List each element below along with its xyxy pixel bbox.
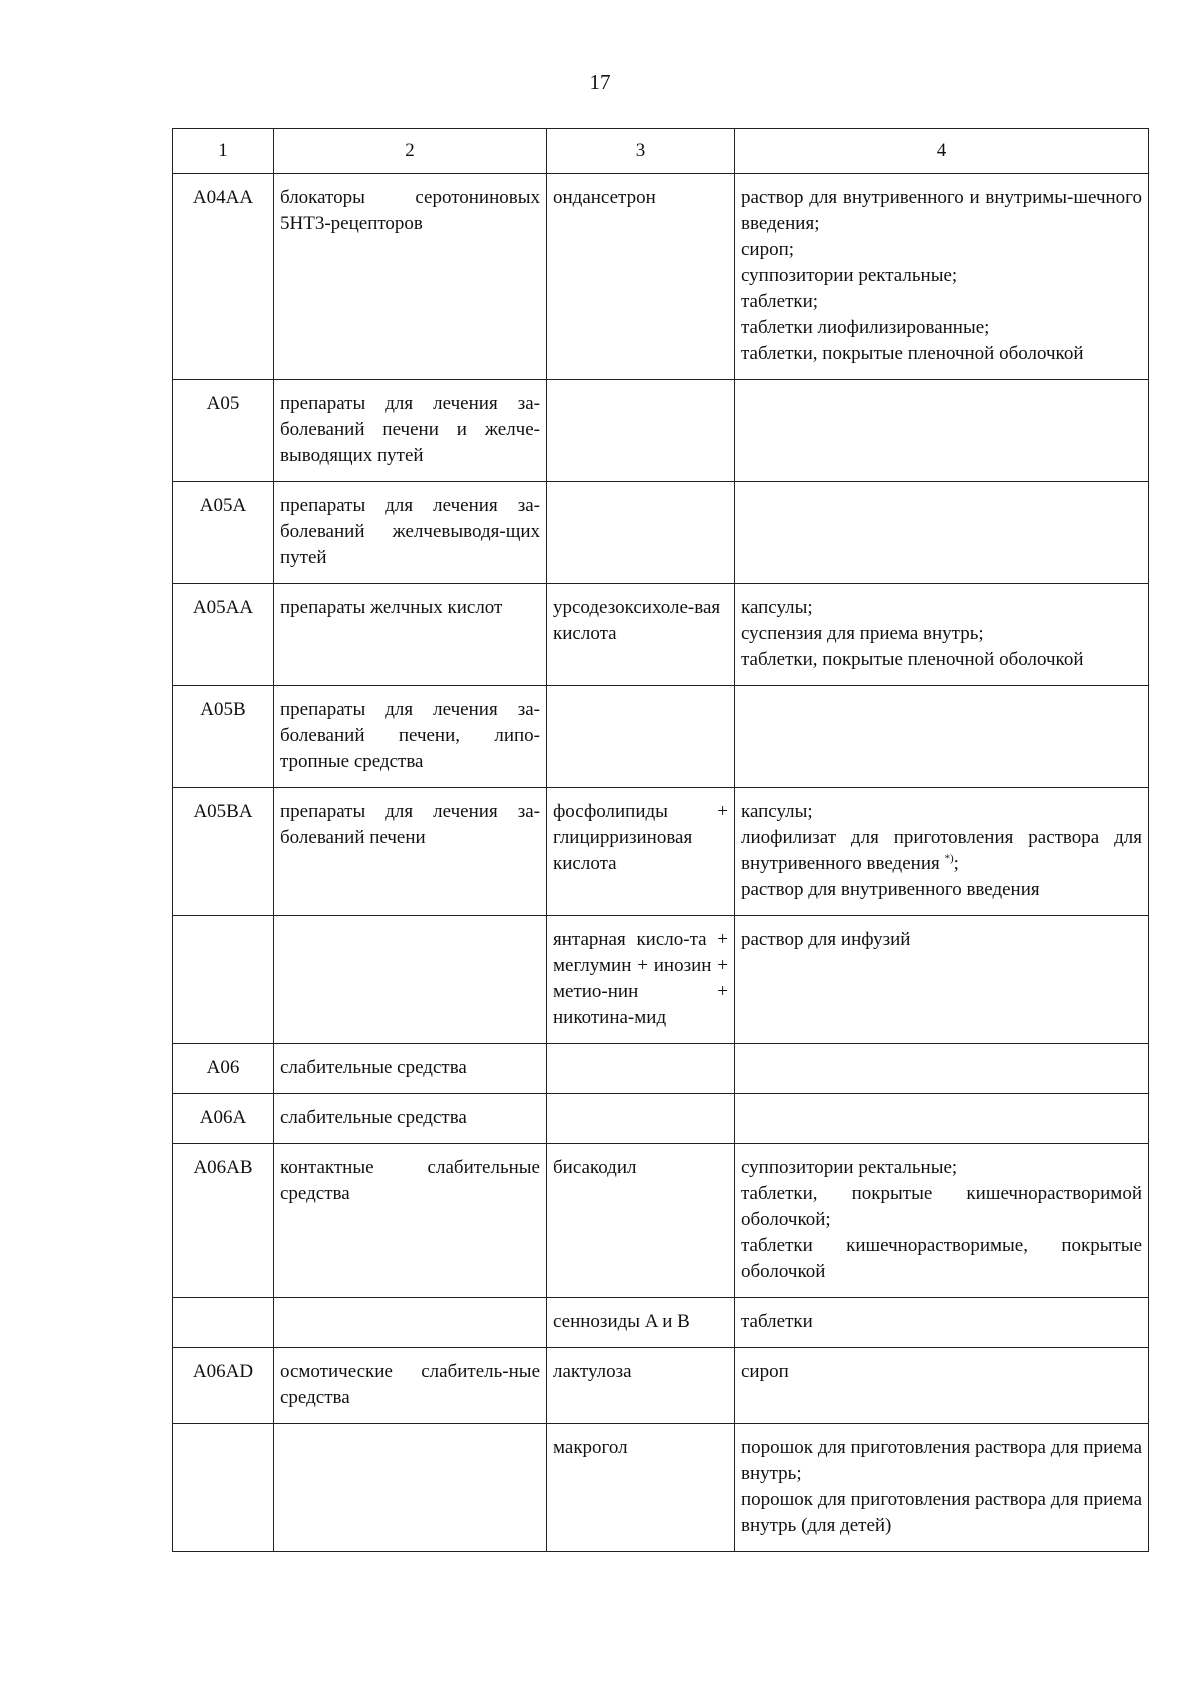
drug-cell: урсодезоксихоле-вая кислота [547, 584, 735, 686]
dosage-form-cell [735, 380, 1149, 482]
dosage-form-line: сироп; [741, 239, 795, 260]
column-header-4: 4 [735, 129, 1149, 174]
dosage-form-line: таблетки, покрытые кишечнорастворимой оболочкой; [741, 1183, 1142, 1230]
dosage-form-line: таблетки лиофилизированные; [741, 317, 990, 338]
dosage-form-line: капсулы; [741, 801, 813, 822]
table-row [173, 1094, 1149, 1144]
table-row [173, 1348, 1149, 1424]
dosage-form-line: суспензия для приема внутрь; [741, 623, 984, 644]
table-body [173, 174, 1149, 1552]
atc-code-cell: A05A [173, 482, 274, 584]
dosage-form-cell [735, 788, 1149, 916]
footnote-mark: *) [944, 852, 954, 865]
drug-cell [547, 1044, 735, 1094]
dosage-form-line: таблетки [741, 1311, 813, 1332]
dosage-form-line: раствор для инфузий [741, 929, 911, 950]
atc-code-cell [173, 1298, 274, 1348]
dosage-form-cell [735, 1044, 1149, 1094]
page-number: 17 [589, 70, 611, 94]
dosage-form-line [741, 825, 1142, 877]
group-cell: блокаторы серотониновых 5НТ3-рецепторов [274, 174, 547, 380]
table-row [173, 916, 1149, 1044]
dosage-form-cell [735, 482, 1149, 584]
group-cell: препараты для лечения за-болеваний печени [274, 788, 547, 916]
column-header-3: 3 [547, 129, 735, 174]
dosage-form-line: раствор для внутривенного введения [741, 879, 1040, 900]
table-row [173, 1144, 1149, 1298]
table-row [173, 1298, 1149, 1348]
group-cell [274, 1424, 547, 1552]
column-header-1: 1 [173, 129, 274, 174]
atc-code-cell: A06 [173, 1044, 274, 1094]
group-cell: слабительные средства [274, 1094, 547, 1144]
dosage-form-suffix: ; [953, 853, 959, 874]
group-cell: слабительные средства [274, 1044, 547, 1094]
drug-table [172, 128, 1149, 1552]
dosage-form-line: порошок для приготовления раствора для приема внутрь; [741, 1437, 1142, 1484]
dosage-form-cell [735, 1348, 1149, 1424]
dosage-form-cell [735, 1144, 1149, 1298]
drug-cell [547, 686, 735, 788]
dosage-form-cell [735, 174, 1149, 380]
drug-cell [547, 482, 735, 584]
group-cell: контактные слабительные средства [274, 1144, 547, 1298]
dosage-form-line: суппозитории ректальные; [741, 265, 958, 286]
table-row [173, 1424, 1149, 1552]
drug-cell [547, 380, 735, 482]
table-row [173, 174, 1149, 380]
group-cell: препараты для лечения за-болеваний желчевыводя-щих путей [274, 482, 547, 584]
dosage-form-line: таблетки, покрытые пленочной оболочкой [741, 649, 1084, 670]
atc-code-cell: A04AA [173, 174, 274, 380]
group-cell [274, 916, 547, 1044]
dosage-form-line: таблетки кишечнорастворимые, покрытые оболочкой [741, 1235, 1142, 1282]
atc-code-cell: A05B [173, 686, 274, 788]
dosage-form-cell [735, 1094, 1149, 1144]
dosage-form-line: капсулы; [741, 597, 813, 618]
dosage-form-line: раствор для внутривенного и внутримы-шечного введения; [741, 187, 1142, 234]
dosage-form-line: таблетки; [741, 291, 819, 312]
atc-code-cell: A06AD [173, 1348, 274, 1424]
dosage-form-cell [735, 1424, 1149, 1552]
table-header-row [173, 129, 1149, 174]
dosage-form-cell [735, 916, 1149, 1044]
column-header-2: 2 [274, 129, 547, 174]
dosage-form-cell [735, 686, 1149, 788]
dosage-form-cell [735, 1298, 1149, 1348]
drug-cell [547, 1094, 735, 1144]
table-row [173, 1044, 1149, 1094]
dosage-form-cell [735, 584, 1149, 686]
atc-code-cell: A05BA [173, 788, 274, 916]
drug-cell: сеннозиды A и B [547, 1298, 735, 1348]
table-row [173, 482, 1149, 584]
dosage-form-line: таблетки, покрытые пленочной оболочкой [741, 343, 1084, 364]
table-row [173, 380, 1149, 482]
group-cell: препараты для лечения за-болеваний печени, липо-тропные средства [274, 686, 547, 788]
atc-code-cell: A05AA [173, 584, 274, 686]
atc-code-cell [173, 916, 274, 1044]
group-cell: препараты для лечения за-болеваний печени и желче-выводящих путей [274, 380, 547, 482]
atc-code-cell: A05 [173, 380, 274, 482]
atc-code-cell [173, 1424, 274, 1552]
table-row [173, 584, 1149, 686]
group-cell [274, 1298, 547, 1348]
atc-code-cell: A06AB [173, 1144, 274, 1298]
drug-cell: фосфолипиды + глицирризиновая кислота [547, 788, 735, 916]
table-header [173, 129, 1149, 174]
drug-cell: ондансетрон [547, 174, 735, 380]
drug-cell: янтарная кисло-та + меглумин + инозин + метио-нин + никотина-мид [547, 916, 735, 1044]
atc-code-cell: A06A [173, 1094, 274, 1144]
dosage-form-line: суппозитории ректальные; [741, 1157, 958, 1178]
drug-cell: макрогол [547, 1424, 735, 1552]
dosage-form-text: лиофилизат для приготовления раствора для внутривенного введения [741, 827, 1142, 874]
group-cell: осмотические слабитель-ные средства [274, 1348, 547, 1424]
table-row [173, 788, 1149, 916]
table-row [173, 686, 1149, 788]
drug-cell: бисакодил [547, 1144, 735, 1298]
dosage-form-line: порошок для приготовления раствора для приема внутрь (для детей) [741, 1489, 1142, 1536]
group-cell: препараты желчных кислот [274, 584, 547, 686]
dosage-form-line: сироп [741, 1361, 789, 1382]
drug-cell: лактулоза [547, 1348, 735, 1424]
